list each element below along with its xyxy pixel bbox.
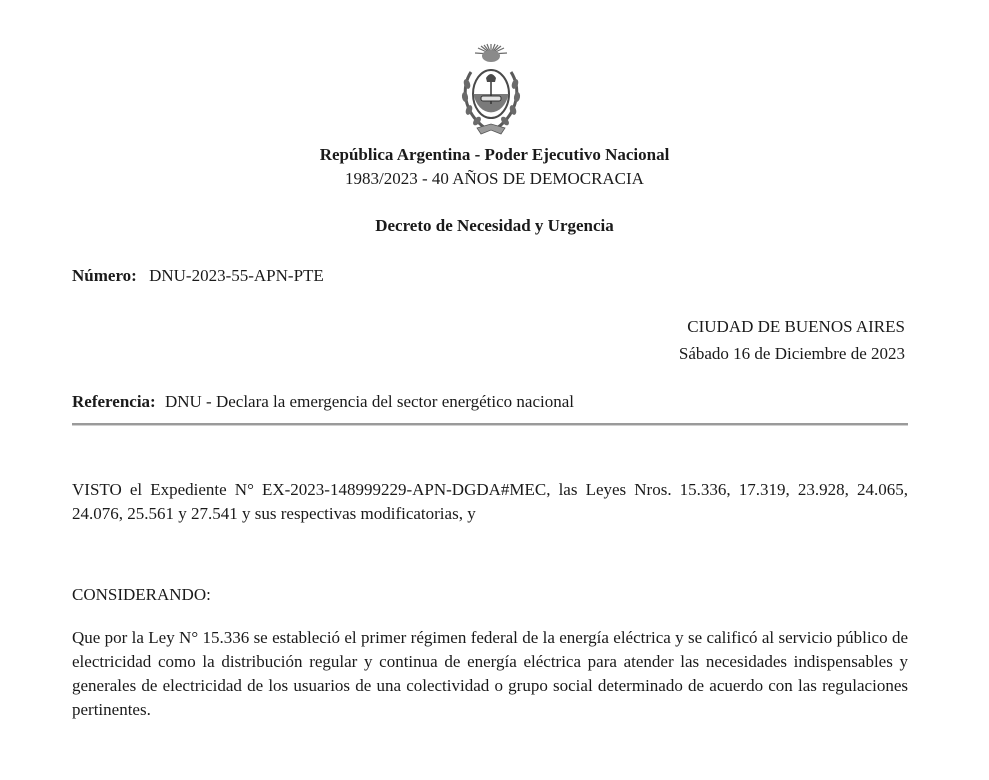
header-divider bbox=[72, 423, 908, 426]
considerando-paragraph-1: Que por la Ley N° 15.336 se estableció el primer régimen federal de la energía eléctrica y se calificó al servicio público de electricidad como la distribución regular y continua de energía eléctrica para atender las necesidades indispensables y generales de electricidad de los usuarios de una colectividad o grupo social determinado de acuerdo con las regulaciones pertinentes. bbox=[72, 628, 908, 719]
coat-of-arms-argentina-icon bbox=[455, 42, 527, 140]
considerando-heading: CONSIDERANDO: bbox=[72, 585, 211, 604]
document-number-label: Número: bbox=[72, 266, 137, 285]
reference-label: Referencia: bbox=[72, 392, 156, 411]
city-line: CIUDAD DE BUENOS AIRES bbox=[687, 317, 905, 336]
document-number-value: DNU-2023-55-APN-PTE bbox=[149, 266, 324, 285]
date-line: Sábado 16 de Diciembre de 2023 bbox=[678, 344, 905, 363]
reference-value: DNU - Declara la emergencia del sector energético nacional bbox=[164, 392, 575, 411]
visto-paragraph: VISTO el Expediente N° EX-2023-148999229-APN-DGDA#MEC, las Leyes Nros. 15.336, 17.319, 23.928, 24.065, 24.076, 25.561 y 27.541 y sus respectivas modificatorias, y bbox=[72, 480, 908, 523]
issuer-title: República Argentina - Poder Ejecutivo Nacional bbox=[319, 145, 670, 164]
democracy-subtitle: 1983/2023 - 40 AÑOS DE DEMOCRACIA bbox=[345, 169, 644, 188]
document-type-heading: Decreto de Necesidad y Urgencia bbox=[375, 216, 614, 235]
reference-line bbox=[72, 392, 574, 412]
document-number-line bbox=[72, 266, 324, 286]
